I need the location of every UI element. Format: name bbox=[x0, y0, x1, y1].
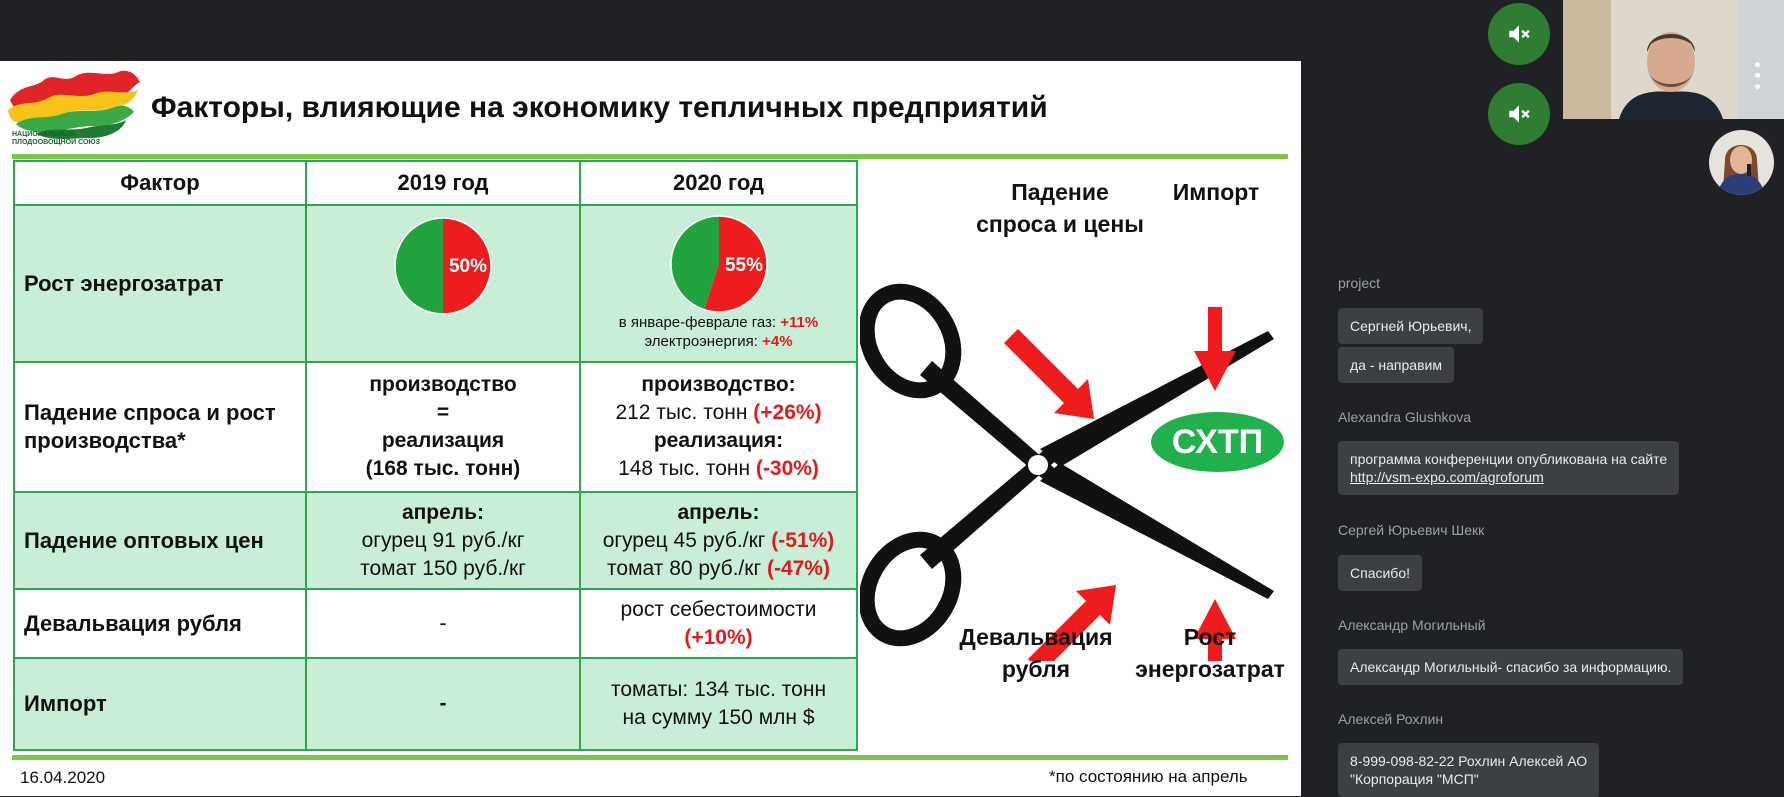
avatar bbox=[1709, 130, 1774, 195]
pie-label: 50% bbox=[448, 255, 488, 277]
chat-sender: Alexandra Glushkova bbox=[1338, 409, 1472, 425]
factor-cell: Импорт bbox=[14, 658, 306, 750]
arrow-icon bbox=[1004, 307, 1236, 661]
sxtp-badge: СХТП bbox=[1151, 412, 1284, 472]
cell-2020 bbox=[580, 205, 857, 362]
slide-date: 16.04.2020 bbox=[20, 768, 106, 787]
table-row bbox=[14, 205, 857, 362]
cell-2019: производство = реализация (168 тыс. тонн) bbox=[306, 362, 580, 492]
shared-slide bbox=[0, 61, 1301, 796]
chat-sender: Алексей Рохлин bbox=[1338, 711, 1444, 727]
pie-slice-green bbox=[395, 218, 443, 314]
mic-off-icon bbox=[1506, 21, 1532, 47]
participant-muted-indicator[interactable] bbox=[1488, 3, 1550, 65]
slide-title: Факторы, влияющие на экономику тепличных предприятий bbox=[151, 91, 1048, 124]
mic-off-icon bbox=[1506, 101, 1532, 127]
chat-message: Сергней Юрьевич, bbox=[1338, 308, 1483, 344]
chat-link[interactable]: http://vsm-expo.com/agroforum bbox=[1350, 469, 1544, 485]
chat-sender: project bbox=[1338, 275, 1381, 291]
chat-sender: Сергей Юрьевич Шекк bbox=[1338, 522, 1485, 538]
chat-message: 8-999-098-82-22 Рохлин Алексей АО "Корпорация "МСП" bbox=[1338, 743, 1599, 797]
chat-message: Спасибо! bbox=[1338, 555, 1422, 591]
factor-cell: Рост энергозатрат bbox=[14, 205, 306, 362]
bottom-divider bbox=[12, 755, 1288, 760]
energy-note: в январе-феврале газ: +11% электроэнергия: +4% bbox=[618, 313, 819, 350]
column-header: 2019 год bbox=[306, 161, 580, 205]
factor-cell: Падение оптовых цен bbox=[14, 492, 306, 589]
factors-table bbox=[13, 160, 858, 751]
table-row bbox=[14, 658, 857, 750]
cell-2020: томаты: 134 тыс. тонн на сумму 150 млн $ bbox=[580, 658, 857, 750]
chat-message: Александр Могильный- спасибо за информацию. bbox=[1338, 649, 1683, 685]
chat-message: программа конференции опубликована на сайте http://vsm-expo.com/agroforum bbox=[1338, 441, 1679, 495]
cell-2019: - bbox=[306, 658, 580, 750]
cell-2020: производство: 212 тыс. тонн (+26%) реализация: 148 тыс. тонн (-30%) bbox=[580, 362, 857, 492]
cell-2019: апрель: огурец 91 руб./кг томат 150 руб./кг bbox=[306, 492, 580, 589]
energy-2020-pie bbox=[670, 215, 768, 313]
column-header: 2020 год bbox=[580, 161, 857, 205]
label-devaluation: Девальвация рубля bbox=[959, 624, 1113, 682]
slide-footnote: *по состоянию на апрель bbox=[1049, 767, 1248, 786]
label-demand-drop: Падение спроса и цены bbox=[976, 179, 1144, 237]
column-header: Фактор bbox=[14, 161, 306, 205]
table-row bbox=[14, 492, 857, 589]
factor-cell: Девальвация рубля bbox=[14, 589, 306, 658]
title-divider bbox=[12, 154, 1288, 159]
cell-2020: рост себестоимости (+10%) bbox=[580, 589, 857, 658]
label-energy-growth: Рост энергозатрат bbox=[1135, 624, 1285, 682]
table-header-row bbox=[14, 161, 857, 205]
table-row bbox=[14, 589, 857, 658]
cell-2019: - bbox=[306, 589, 580, 658]
pie-label: 55% bbox=[724, 254, 763, 276]
more-options-icon[interactable] bbox=[1755, 62, 1761, 102]
participant-muted-indicator[interactable] bbox=[1488, 83, 1550, 145]
chat-sender: Александр Могильный bbox=[1338, 617, 1486, 633]
label-import: Импорт bbox=[1172, 179, 1260, 205]
chat-message: да - направим bbox=[1338, 347, 1454, 383]
cell-2019 bbox=[306, 205, 580, 362]
participant-avatar[interactable] bbox=[1709, 130, 1774, 195]
table-row bbox=[14, 362, 857, 492]
cell-2020: апрель: огурец 45 руб./кг (-51%) томат 80 руб./кг (-47%) bbox=[580, 492, 857, 589]
energy-2019-pie bbox=[394, 217, 492, 315]
logo-caption: НАЦИОНАЛЬНЫЙ ПЛОДООВОЩНОЙ СОЮЗ bbox=[12, 131, 101, 146]
speaker-video-tile[interactable] bbox=[1563, 0, 1784, 119]
speaker-video bbox=[1563, 0, 1784, 119]
factor-cell: Падение спроса и рост производства* bbox=[14, 362, 306, 492]
